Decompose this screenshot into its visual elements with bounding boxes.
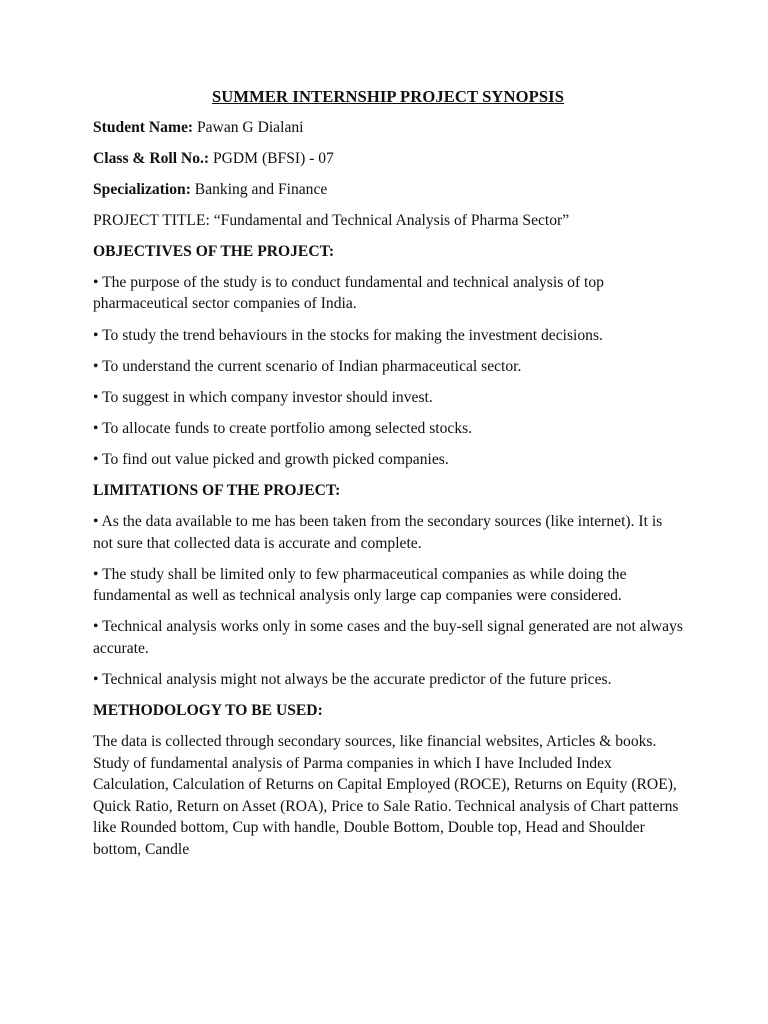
limitation-item: • Technical analysis works only in some cases and the buy-sell signal generated are not always accurate. [93,618,683,657]
objective-item: • To study the trend behaviours in the stocks for making the investment decisions. [93,326,603,344]
limitation-item: • Technical analysis might not always be the accurate predictor of the future prices. [93,670,612,688]
student-name-label: Student Name: [93,118,194,136]
specialization-line [93,179,683,201]
specialization-label: Specialization: [93,180,191,198]
project-title-label: PROJECT TITLE: [93,211,210,229]
document-page [93,86,683,860]
student-name-line [93,117,683,139]
objective-item: • To find out value picked and growth picked companies. [93,450,449,468]
methodology-heading: METHODOLOGY TO BE USED: [93,702,323,719]
limitation-item: • As the data available to me has been taken from the secondary sources (like internet). It is not sure that collected data is accurate and complete. [93,513,663,552]
objective-item: • To suggest in which company investor should invest. [93,388,433,406]
specialization-value: Banking and Finance [190,180,328,198]
document-title: SUMMER INTERNSHIP PROJECT SYNOPSIS [211,87,565,106]
project-title-value: “Fundamental and Technical Analysis of Pharma Sector” [209,211,570,229]
class-roll-value: PGDM (BFSI) - 07 [209,149,334,167]
objective-item: • To understand the current scenario of Indian pharmaceutical sector. [93,357,522,375]
limitations-heading: LIMITATIONS OF THE PROJECT: [93,482,341,500]
class-roll-label: Class & Roll No.: [93,149,210,167]
objectives-heading: OBJECTIVES OF THE PROJECT: [93,242,335,260]
objective-item: • To allocate funds to create portfolio among selected stocks. [93,419,473,437]
class-roll-line [93,148,683,170]
student-name-value: Pawan G Dialani [193,118,304,136]
limitation-item: • The study shall be limited only to few pharmaceutical companies as while doing the fundamental as well as technical analysis only large cap companies were considered. [93,565,627,605]
methodology-paragraph: The data is collected through secondary sources, like financial websites, Articles & books. Study of fundamental analysis of Parma companies in which I have Included Index Calculation, Calculation of Returns on Capital Employed (ROCE), Returns on Equity (ROE), Quick Ratio, Return on Asset (ROA), Price to Sale Ratio. Technical analysis of Chart patterns like Rounded bottom, Cup with handle, Double Bottom, Double top, Head and Shoulder bottom, Candle [93,733,679,858]
project-title-line [93,210,683,232]
objective-item: • The purpose of the study is to conduct fundamental and technical analysis of top pharmaceutical sector companies of India. [93,273,604,313]
